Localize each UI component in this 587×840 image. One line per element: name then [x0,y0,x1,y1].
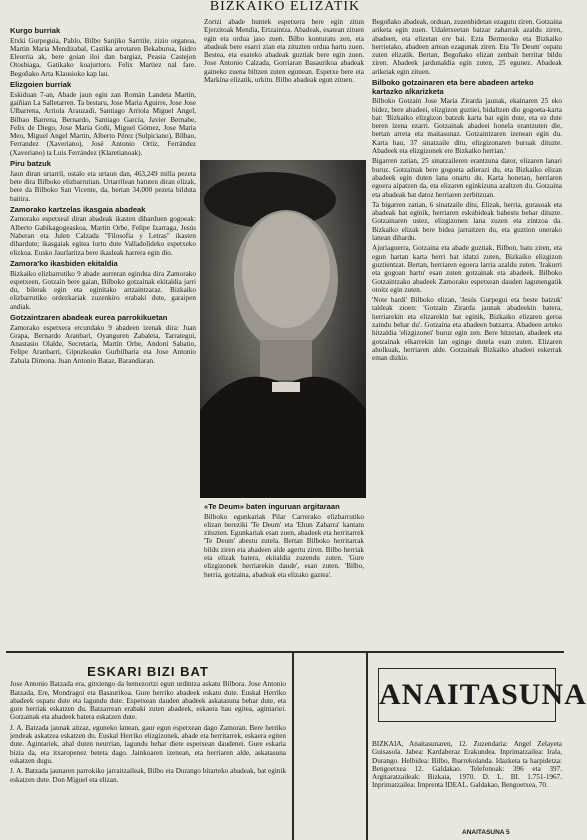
column-center-top [204,18,364,168]
portrait-illustration [200,160,366,498]
article-text: Zortzi abade huntek espetxera bere egin zitun Ejerzitoak Mendia, Ertzaintza. Abadeak, esatean zituen egin eta ordua jaso zuen. Bilbo konturatu zen, eta abadeak bere esarri zian eta zituzten ordua hartu zuen. Bestea, eta esateko abadeak guztiak bere egin zuen. Jose Antonio Calzada, Gorriaran Basaurikoa abadeak gaineko zuena biltzen zuten egunean. Espetxe bere eta Markina elizatik, urkitu. Bilbo abadeak egun zituen. [204,18,364,85]
article-text: Begoñako abadeak, orduan, zuzenbidetan ezagutu ziren. Gotzaina ariketa egin zuen. Udaletxeetan batzar zaharrak azaldu ziren, abadeen, eta elizetan ere bai. Ezta Bermeoko eta Bizkaiko herrietako, abadeen artean ezagunak ziren. Eta 'Te Deum' ospatu zuten elizatik. Bertan, Begoñako elizan zenbait herritar bildu ziren. Abadeek jardunaldia egin zuten, 25 egunez. Abadeak ariketak egin zituen. [372,18,562,76]
article-text: Bilboko Gotzain Jose Maria Zirarda jaunak, ekainaren 25 eko bidez, bere abadeei, elizgizon guztiei, bidaltzen dio gogoeta-karta bat: 'Bizkaiko elizgizon batzuk karta bat egin dute, eta ez dute beren izena ezarri. Gotzainak abadeei honela erantzuten die, bertan arreta eta maitasunaz. Gotzaintzaren izenean egin du. Karta hau, 37 sinatzaile ditu, elizgizonaren buruak dituzte. Abadeek eta elizgizonek ere Bizkaiko herrian.' [372,97,562,156]
section-title: Gotzaintzaren abadeak eurea parrokikuetan [10,312,168,322]
masthead-logo: ANAITASUNA [378,668,556,722]
article-text: Etxki Gurpeguia, Pablo, Bilbo Sanjiko Sarrtile, zizio organoa, Martin Maria Mendizabal, Castika arrotaren Bekaburua, Isidro Eleorria ak, bere goian iloi dan bargiaz, Peasia Castejon Otosbiaga, Gatikako koajurtoro. Felix Martiez nal fare. Begoñako Arta Klausioko kap lau. [10,36,196,78]
article-text: 'Note hardi' Bilboko elizan, 'Jesús Gurpegui eta beste batzuk' taldeak zioen: 'Gotzain Zirarda jaunak abadeekin batera, herriarekin eta elizarekin bat eginik, Bizkaiko elizaren geroa zaindu behar du'. Gotzaina eta abadeen batzarra. Abadeen arteko hitzaldia 'elizgizonei' buruz egin zen. Bere hitzetan, abadeek eta gotzainak elkarrekin lan egingo dutela esan zuten. Elizaren aholkuak, herriaren alde. Gotzainak Bizkaiko abadeei eskerrak eman dizkie. [372,296,562,363]
column-left [10,24,196,634]
article-text: Ta bigarren zatian, 6 sinatzaile ditu, Elizak, herria, gurasoak eta abadeak bat eginik, herriaren eskubideak babestu behar dituzte. Gotzainaren ustez, elizgizonen lana zuzen eta zintzoa da. Bizkaiko elizak bere bidea jarraitzen du, eta guztion onerako lanean dihardu. [372,200,562,243]
page-header: BIZKAIKO ELIZATIK [209,0,361,14]
article-text: Eskiduan 7-an, Abade jaun egin zan Román Landeta Martín, gaiñian La Salletarren. Ta bestaru, Jose Maria Aguirre, Jose Jose Ulbarrena, Arriola Arauzadi, Santiago Arriola Miguel Angel, Bilbao Barrena, Bernardo, Santiago Garcia, Javier Bernabe, Felix de Diego, Jose Maria Goñi, Miguel Gómez, Jose Maria Meo, Miguel Angel Martin, Alberto Pérez (Sulpiciano), Bilbao, Ferrandez (Xaveriano), José Antonio Ortiz, Ferrández (Xaveriano) ta Luis Ferrández (Klaretianoak). [10,90,196,157]
column-center-bottom [204,500,364,650]
box-title: ESKARI BIZI BAT [87,664,209,679]
article-text: Bigarren zatian, 25 sinatzaileren erantzuna dator, elizaren lanari buruz. Gotzainak bere gogoeta adierazi du, eta Bizkaiko elizan abadeek egin duten lana onartu du. Karta honetan, herriaren egoera aipatzen da, eta elizaren eginkizuna azaltzen du. Gotzaina eta abadeak bat datoz herriaren zerbitzuan. [372,157,562,199]
article-text: Zamorako espetxeal diran abadeak ikasten diharduen gogoeak: Alberto Gabikagogeaskoa, Martin Orbe, Felipe Izarraga, Jesús Naberan eta Julen Calzada "Filosofia y Letras" ikasten dihardute; ikasgaiak egitea lortu dute Valladolideko espetxeko elizkoa. Eusko Jaurlaritza bere ikasleak harrera egin dio. [10,215,196,257]
article-text: Ajuriaguerra, Gotzaina eta abade guztiak, Bilbon, batu ziren, eta egun hartan karta berri bat idatzi zuten, Bizkaiko elizgizon guztientzat. Bertan, herriaren egoera larria azaldu zuten. 'Irakurri eta gogoan hartu' esan zuten gotzainak eta abadeek. Bilboko Gotzaintzako abadeek Zamorako espetxean dauden lagunengatik otoitz egin zuten. [372,244,562,294]
section-title: Kurgo burriak [10,26,61,35]
section-title: Elizgoien burriak [10,80,72,90]
section-title: Zamorako kartzelas ikasgaia abadeak [10,204,146,214]
divider [292,653,294,840]
section-title: «Te Deum» baten inguruan argitaraan [204,502,340,511]
divider [366,653,368,840]
divider [6,651,564,653]
imprint-text: BIZKAIA, Anaitasunaren, 12. Zuzendaria: Angel Zelayeta Guisasola. Jabea: Kardaberaz Erakundea. Inprimatzailea: Irala, Durango. Helbidea: Bilbo, Ibarrekolanda. Idazketa ta harpidetza: Bengoetxea 12. Galdakao. Telefonoak: 396 eta 397. Argitaratzaileak: Bizkaia, 1970. D. L. BI. 1.751-1967. Inprimatzailea: Imprenta IDEAL. Galdakao, Bengoetxea, 70. [372,740,562,790]
article-text: J. A. Batzada jaunak aitzaz, eguneko lanean, gaur egun espetxean dago Zamoran. Bere herriko jendeak askatzea eskatzen du. Euskal Herriko elizgizonek, abade eta herritarrek, eskaera egiten dute. Agintariek, ahal duten neurrian, lagundu behar diete espetxean daudenei. Gure eskaria bizia da, eta itxaropenez beteta dago. Jainkoaren izenean, eta herriaren alde, askatasuna eskatzen dugu. [10,723,286,765]
article-text: Bilboko egunkariak Pilar Carrerako elizbarrutiko elizan bereziki 'Te Deum' eta 'Ehun Zaharra' kantatu zituzten. Egunkariak esan zuen, abadeek eta herritarrek 'Te Deum' abestu zutela. Bertan Bilboko herritarrak bildu ziren eta abadeen alde agertu ziren. Bilbo herriak eta elizak batera, ekitaldia zuzendu zuten. 'Gure elizgizonek herriarekin daude', esan zuten. 'Bilbo, herria, gotzaina, abadeak eta elizako gaztea'. [204,512,364,579]
article-text: Zamorako espetxera ercundako 9 abadeen izenak dira: Juan Grapa, Bernardo Aranbari, Oyanguren Zabaleta, Tarrategui, Anastasio Olalde, Secretaria, Martín Orbe, Andoni Sabatio, Felipe Aranbarri, Gipuzkoako Gurbilbaria eta Jose Antonio Zabala Dimona. Juan Antonio Bataz, Barandiaran. [10,323,196,365]
section-title: Zamora'ko ikasbiden ekitaldia [10,258,118,268]
article-text: Jose Antonio Batzada era, gitxiengo da hemezortzi egun urdintza askatu Bilbora. Jose Antonio Batzada, Ere, Mondragoi eta Basaurikoa. Gure herriko abadeek eskatu dute. Euskal Herriko abadeek ospatu dute eta lagundu dute. Espetxean dauden abadeek askatasuna behar dute, eta gure herriak eskatzen du. Batzarrean erabaki zuten abadeek, eskaera hau egitea, agintariei. Gotzainak eta abadeek batera eskatzen dute. [10,680,286,722]
page-footer: ANAITASUNA 5 [462,829,510,836]
column-right [372,18,562,633]
portrait-photo [200,160,366,498]
article-text: Bizkaiko elizbarrutiko 9 abade aurreran egindua dira Zamorako espetxeen, Gotzain bere gaian, Bilboko gotzainak ekitaldia jarri du, bilerak egin eta eginitako artzaintzaraz. Bizkaiko elizbarrutiko ordezkariak zuzenkiro erabaki dute, garaipen andiak. [10,269,196,311]
article-text: J. A. Batzada jaunaren parrokiko jarraitzaileak, Bilbo eta Durango bitarteko abadeak, bat eginik eskatzen dute. Don Miguel eta elizan. [10,767,286,784]
section-title: Piru batzuk [10,159,51,169]
imprint [372,740,562,830]
box-request [10,664,286,836]
article-text: Jaun diran urtarril, ostalo eta urtaun dan, 463,249 milla pezeta bete dira Bilboko elizbarrutian. Urtarrilean batuten diran elizak, bere da Bilboko San Vicente, da, bertan 34,000 pezeta bilduta baitira. [10,169,196,203]
section-title: Bilboko gotzainaren eta bere abadeen arteko kartazko alkarizketa [372,78,534,96]
